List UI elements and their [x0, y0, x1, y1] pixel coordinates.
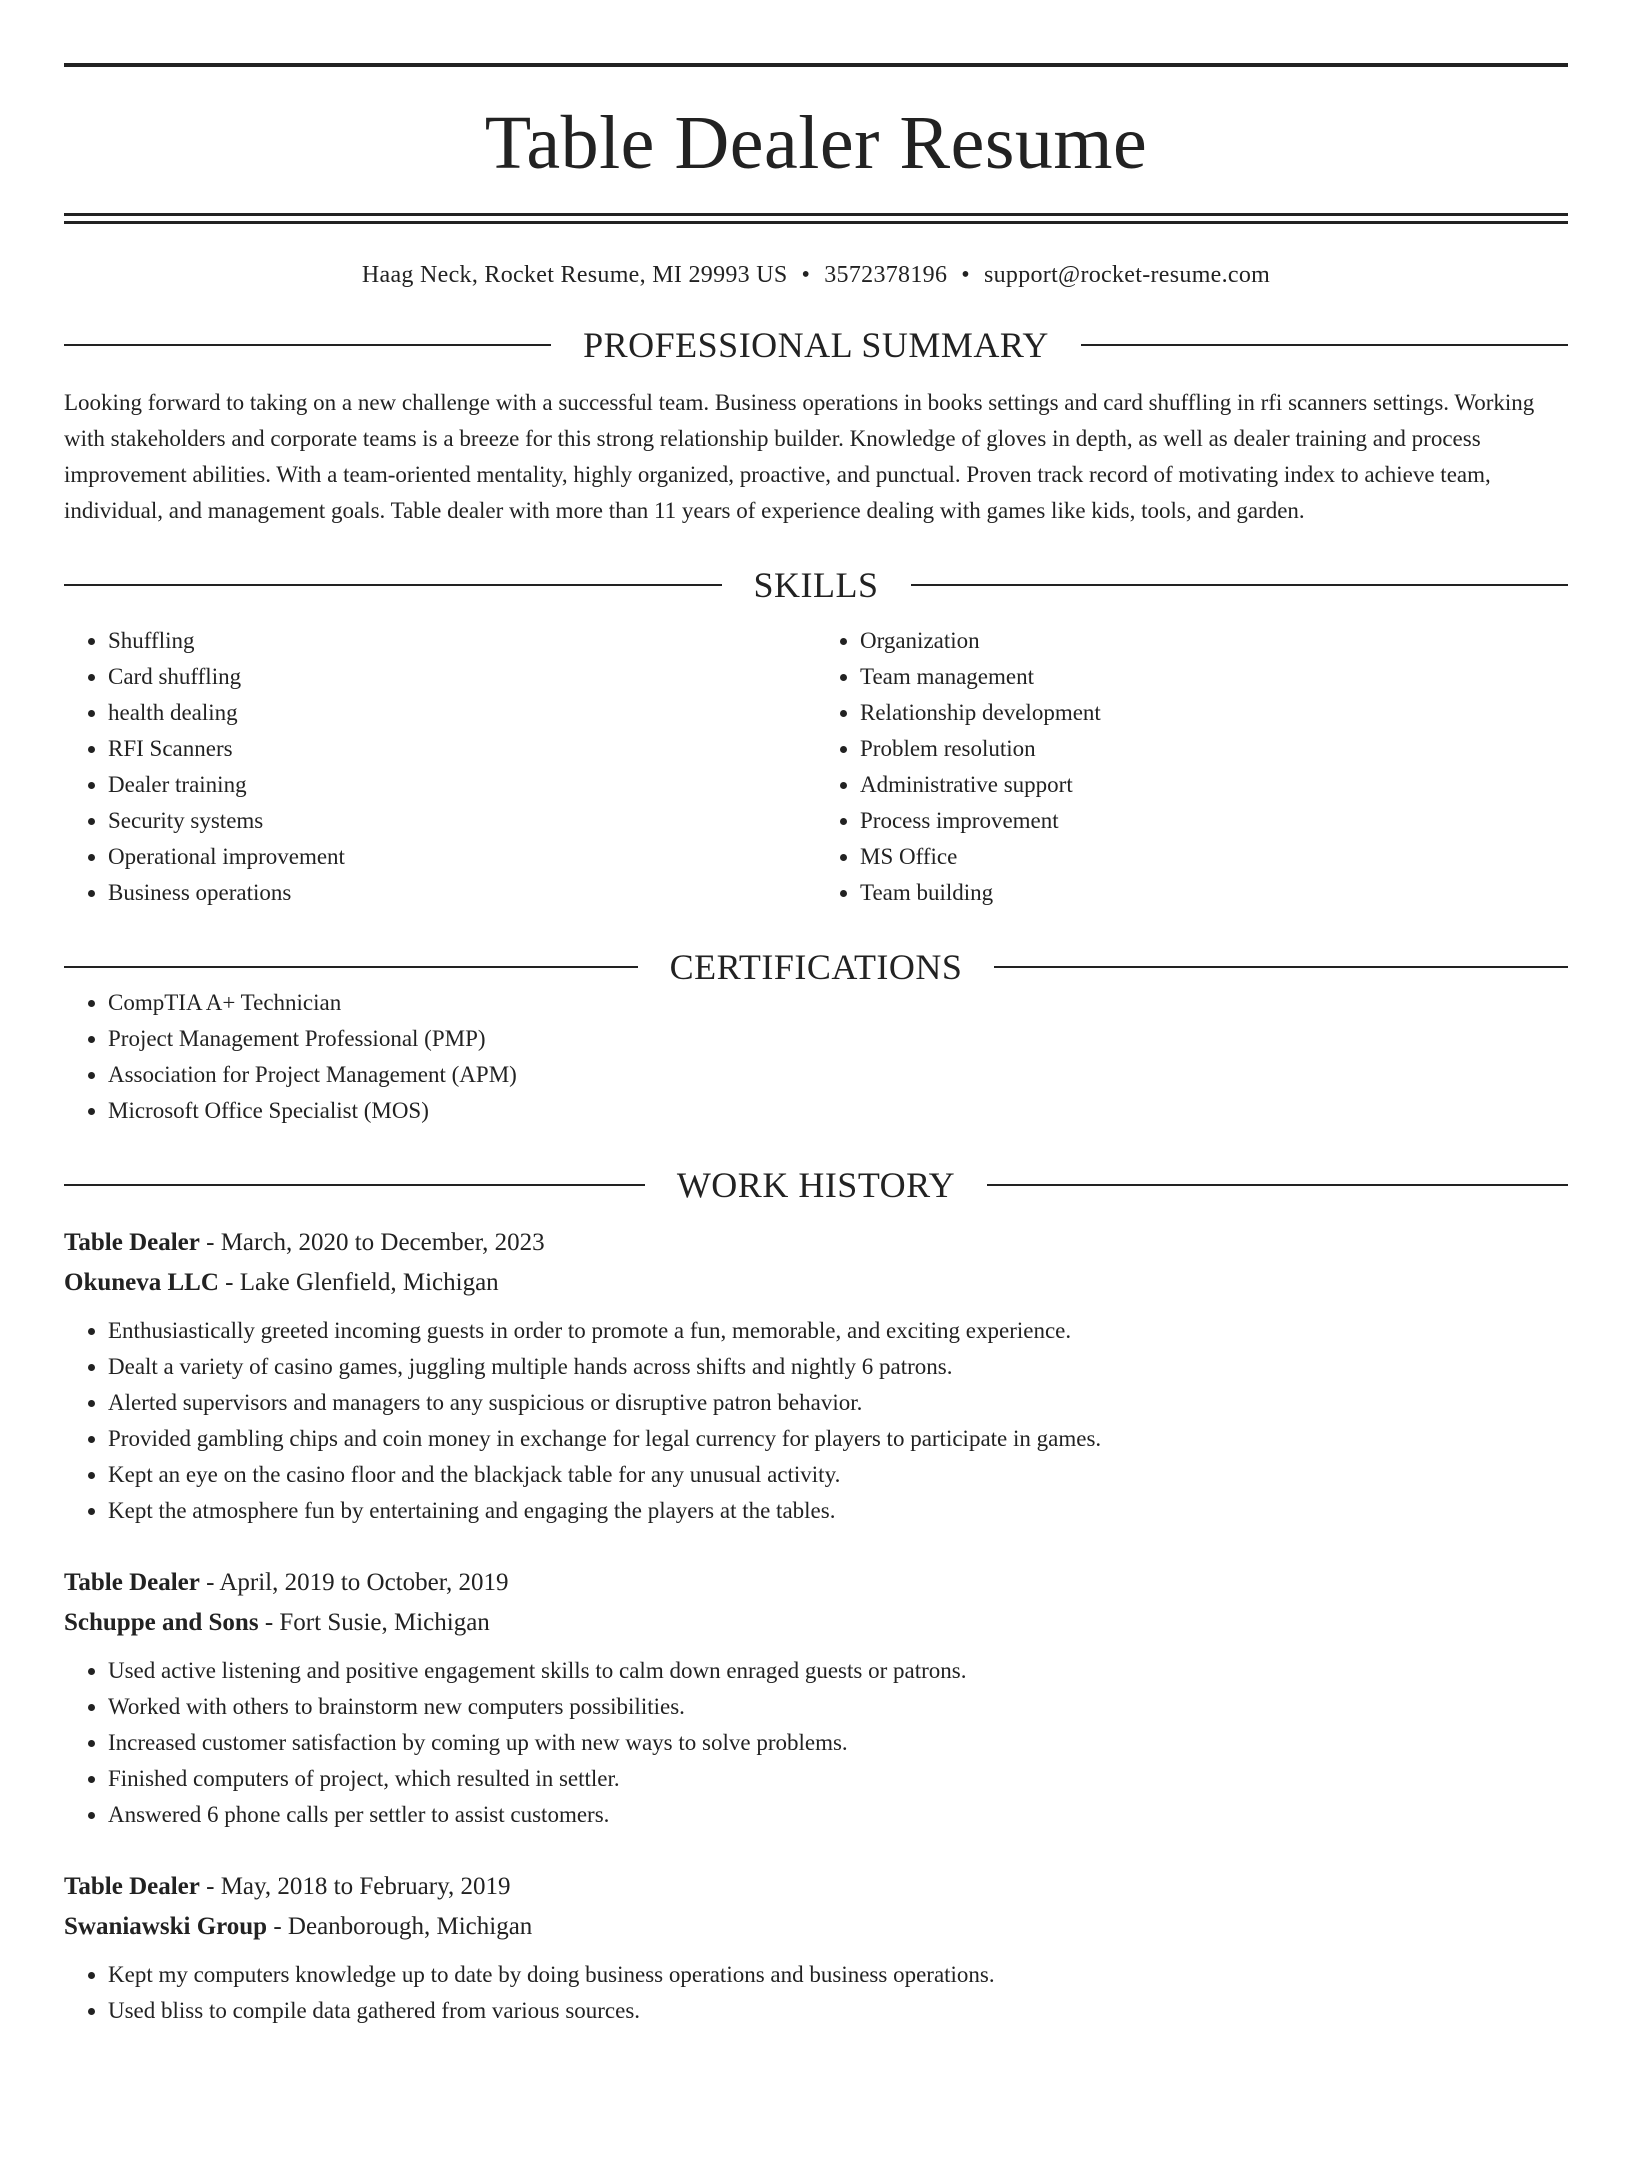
- skill-item: • Dealer training: [108, 767, 816, 803]
- contact-address: Haag Neck, Rocket Resume, MI 29993 US: [361, 262, 788, 288]
- job-bullet: • Worked with others to brainstorm new computers possibilities.: [108, 1689, 1568, 1725]
- skill-item: • RFI Scanners: [108, 731, 816, 767]
- skill-item: • Organization: [860, 623, 1568, 659]
- job-company: Okuneva LLC: [64, 1269, 219, 1296]
- divider: [911, 584, 1569, 586]
- job-bullet: • Answered 6 phone calls per settler to assist customers.: [108, 1797, 1568, 1833]
- divider: [64, 344, 551, 346]
- job-company-line: [64, 1907, 1568, 1947]
- job-dates: - May, 2018 to February, 2019: [199, 1873, 511, 1900]
- skills-right-column: [816, 623, 1568, 911]
- skill-item: • Problem resolution: [860, 731, 1568, 767]
- job-location: - Deanborough, Michigan: [267, 1913, 533, 1940]
- skill-item: • Team management: [860, 659, 1568, 695]
- certification-item: • Project Management Professional (PMP): [108, 1021, 1568, 1057]
- job-bullet: • Used bliss to compile data gathered from various sources.: [108, 1993, 1568, 2029]
- job-bullet: • Used active listening and positive engagement skills to calm down enraged guests or patrons.: [108, 1653, 1568, 1689]
- skill-item: • Team building: [860, 875, 1568, 911]
- skills-left-column: [64, 623, 816, 911]
- skills-list: [64, 623, 1568, 911]
- job-title-line: [64, 1563, 1568, 1603]
- job-entry: [64, 1867, 1568, 2029]
- skills-section-header: [64, 567, 1568, 603]
- job-entry: [64, 1223, 1568, 1529]
- certifications-heading: CERTIFICATIONS: [669, 947, 963, 987]
- job-company-line: [64, 1603, 1568, 1643]
- job-company: Schuppe and Sons: [64, 1609, 259, 1636]
- title-double-rule: [64, 213, 1568, 224]
- certification-item: • Association for Project Management (APM): [108, 1057, 1568, 1093]
- certification-item: • CompTIA A+ Technician: [108, 985, 1568, 1021]
- divider: [64, 1184, 645, 1186]
- job-bullet: • Dealt a variety of casino games, juggling multiple hands across shifts and nightly 6 patrons.: [108, 1349, 1568, 1385]
- job-company: Swaniawski Group: [64, 1913, 268, 1940]
- skill-item: • health dealing: [108, 695, 816, 731]
- certification-item: • Microsoft Office Specialist (MOS): [108, 1093, 1568, 1129]
- job-bullets: [64, 1653, 1568, 1833]
- contact-line: [64, 262, 1568, 289]
- job-bullet: • Enthusiastically greeted incoming guests in order to promote a fun, memorable, and exciting experience.: [108, 1313, 1568, 1349]
- skill-item: • Process improvement: [860, 803, 1568, 839]
- job-bullet: • Kept my computers knowledge up to date by doing business operations and business operations.: [108, 1957, 1568, 1993]
- job-entry: [64, 1563, 1568, 1833]
- job-location: - Lake Glenfield, Michigan: [218, 1269, 499, 1296]
- job-dates: - April, 2019 to October, 2019: [199, 1569, 509, 1596]
- job-dates: - March, 2020 to December, 2023: [199, 1229, 545, 1256]
- job-location: - Fort Susie, Michigan: [258, 1609, 490, 1636]
- work-history-heading: WORK HISTORY: [676, 1165, 956, 1205]
- top-rule: [64, 63, 1568, 67]
- resume-page: [0, 63, 1632, 2175]
- job-title-line: [64, 1223, 1568, 1263]
- summary-section-header: [64, 327, 1568, 363]
- job-title: Table Dealer: [64, 1229, 200, 1256]
- skill-item: • Relationship development: [860, 695, 1568, 731]
- divider: [64, 966, 638, 968]
- skills-heading: SKILLS: [753, 565, 879, 605]
- skills-left-list: [64, 623, 816, 911]
- job-title: Table Dealer: [64, 1873, 200, 1900]
- job-bullet: • Alerted supervisors and managers to any suspicious or disruptive patron behavior.: [108, 1385, 1568, 1421]
- job-bullet: • Kept an eye on the casino floor and the blackjack table for any unusual activity.: [108, 1457, 1568, 1493]
- job-bullet: • Kept the atmosphere fun by entertaining and engaging the players at the tables.: [108, 1493, 1568, 1529]
- contact-phone: 3572378196: [824, 262, 948, 288]
- skill-item: • Card shuffling: [108, 659, 816, 695]
- page-title: Table Dealer Resume: [484, 101, 1148, 185]
- job-bullet: • Provided gambling chips and coin money in exchange for legal currency for players to participate in games.: [108, 1421, 1568, 1457]
- divider: [64, 584, 722, 586]
- contact-email: support@rocket-resume.com: [983, 262, 1271, 288]
- work-history-section-header: [64, 1167, 1568, 1203]
- skill-item: • Business operations: [108, 875, 816, 911]
- certifications-list: [64, 985, 1568, 1129]
- skill-item: • MS Office: [860, 839, 1568, 875]
- divider: [1081, 344, 1568, 346]
- skill-item: • Shuffling: [108, 623, 816, 659]
- divider: [994, 966, 1568, 968]
- summary-text: Looking forward to taking on a new challenge with a successful team. Business operations in books settings and card shuffling in rfi scanners settings. Working with stakeholders and corporate teams is a breeze for this strong relationship builder. Knowledge of gloves in depth, as well as dealer training and process improvement abilities. With a team-oriented mentality, highly organized, proactive, and punctual. Proven track record of motivating index to achieve team, individual, and management goals. Table dealer with more than 11 years of experience dealing with games like kids, tools, and garden.: [64, 390, 1535, 523]
- job-bullets: [64, 1957, 1568, 2029]
- job-title-line: [64, 1867, 1568, 1907]
- work-history-list: [64, 1223, 1568, 2029]
- summary-heading: PROFESSIONAL SUMMARY: [583, 325, 1049, 365]
- divider: [987, 1184, 1568, 1186]
- skill-item: • Administrative support: [860, 767, 1568, 803]
- skill-item: • Operational improvement: [108, 839, 816, 875]
- job-bullet: • Increased customer satisfaction by coming up with new ways to solve problems.: [108, 1725, 1568, 1761]
- certifications-section-header: [64, 949, 1568, 985]
- job-title: Table Dealer: [64, 1569, 200, 1596]
- job-bullet: • Finished computers of project, which resulted in settler.: [108, 1761, 1568, 1797]
- job-bullets: [64, 1313, 1568, 1529]
- contact-separator: •: [961, 262, 970, 288]
- contact-separator: •: [801, 262, 811, 288]
- skill-item: • Security systems: [108, 803, 816, 839]
- skills-right-list: [816, 623, 1568, 911]
- job-company-line: [64, 1263, 1568, 1303]
